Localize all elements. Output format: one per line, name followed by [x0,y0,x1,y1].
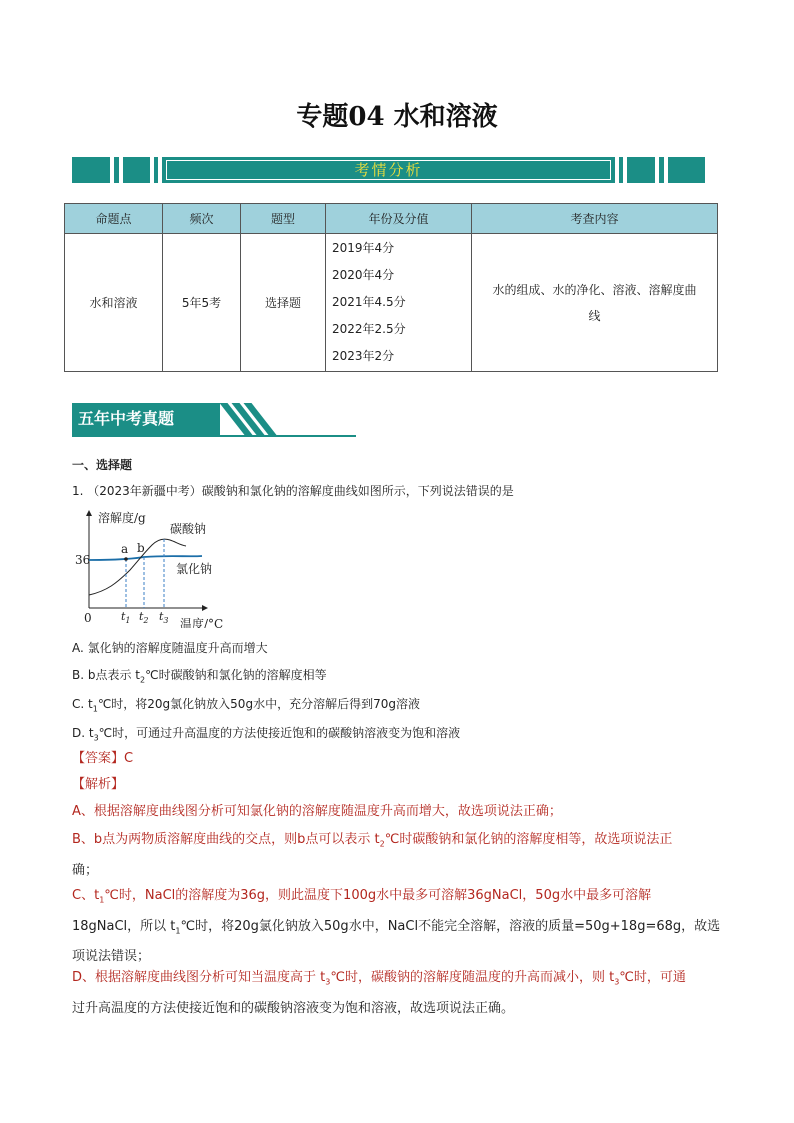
y-tick-36: 36 [75,553,91,567]
section-banner [72,157,705,183]
banner-stripe [110,157,114,183]
exam-analysis-table [64,203,718,372]
part-heading: 一、选择题 [72,458,133,472]
year-score: 2021年4.5分 [332,295,406,309]
table-header: 频次 [163,204,241,234]
content-line: 线 [588,308,601,323]
x-axis-label: 温度/°C [180,617,224,628]
answer-line: 【答案】C [72,751,134,766]
option-c: C. $t_1℃$时，将20g氯化钠放入50g水中，充分溶解后得到70g溶液 [72,697,420,714]
analysis-b: B、b点为两物质溶解度曲线的交点，则b点可以表示 $t_2℃$时碳酸钠和氯化钠的溶解度相等，故选项说法正 确； [72,832,673,878]
banner-stripe [655,157,659,183]
section-label: 五年中考真题 [72,403,220,435]
nacl-label: 氯化钠 [176,562,213,576]
section-header [72,403,356,437]
table-header: 命题点 [65,204,163,234]
table-header: 年份及分值 [326,204,472,234]
analysis-c: C、$t_1℃$时，NaCl的溶解度为36g，则此温度下100g水中最多可溶解36gNaCl，50g水中最多可溶解 18gNaCl，所以 $t_1℃$时，将20g氯化钠放入50g水中，NaCl不能完全溶解，溶液的质量=50g+18g=68g，故选 项说法错误； [72,888,721,965]
option-d: D. $t_3℃$时，可通过升高温度的方法使接近饱和的碳酸钠溶液变为饱和溶液 [72,726,461,743]
banner-stripe [615,157,619,183]
nacl-curve [89,556,202,560]
option-b: B. b点表示 $t_2℃$时碳酸钠和氯化钠的溶解度相等 [72,668,327,685]
banner-title: 考情分析 [166,160,611,180]
banner-stripe [150,157,154,183]
banner-stripe [158,157,162,183]
point-a [124,557,128,561]
table-cell-topic: 水和溶液 [65,234,163,372]
banner-stripe [623,157,627,183]
point-b-label: b [137,541,145,555]
analysis-label: 【解析】 [72,777,125,792]
table-header: 题型 [241,204,326,234]
option-a: A. 氯化钠的溶解度随温度升高而增大 [72,641,268,655]
analysis-d: D、根据溶解度曲线图分析可知当温度高于 $t_3℃$时，碳酸钠的溶解度随温度的升高而减小，则 $t_3℃$时，可通 过升高温度的方法使接近饱和的碳酸钠溶液变为饱和溶液，故选项说法正确。 [72,970,686,1016]
banner-stripe [664,157,668,183]
year-score: 2020年4分 [332,268,395,282]
table-header-row [65,204,718,234]
table-cell-years [326,234,472,372]
table-cell-frequency: 5年5考 [163,234,241,372]
section-underline [72,435,356,437]
t1-label: $t_1$ [121,610,131,625]
year-score: 2022年2.5分 [332,322,406,336]
solubility-chart [72,503,242,628]
question-stem: 1. （2023年新疆中考）碳酸钠和氯化钠的溶解度曲线如图所示，下列说法错误的是 [72,484,514,498]
table-cell-type: 选择题 [241,234,326,372]
answer-value: C [124,751,134,766]
table-header: 考查内容 [472,204,718,234]
na2co3-label: 碳酸钠 [170,522,207,536]
banner-stripe [119,157,123,183]
page-title: 专题04 水和溶液 [296,102,498,132]
content-line: 水的组成、水的净化、溶液、溶解度曲 [492,282,697,297]
table-cell-content [472,234,718,372]
analysis-a: A、根据溶解度曲线图分析可知氯化钠的溶解度随温度升高而增大，故选项说法正确； [72,804,562,819]
table-row [65,234,718,372]
point-a-label: a [121,542,129,556]
origin-label: 0 [84,611,92,625]
y-axis-label: 溶解度/g [98,511,146,525]
year-score: 2023年2分 [332,349,395,363]
t2-label: $t_2$ [139,610,149,625]
t3-label: $t_3$ [159,610,169,625]
year-score: 2019年4分 [332,241,395,255]
